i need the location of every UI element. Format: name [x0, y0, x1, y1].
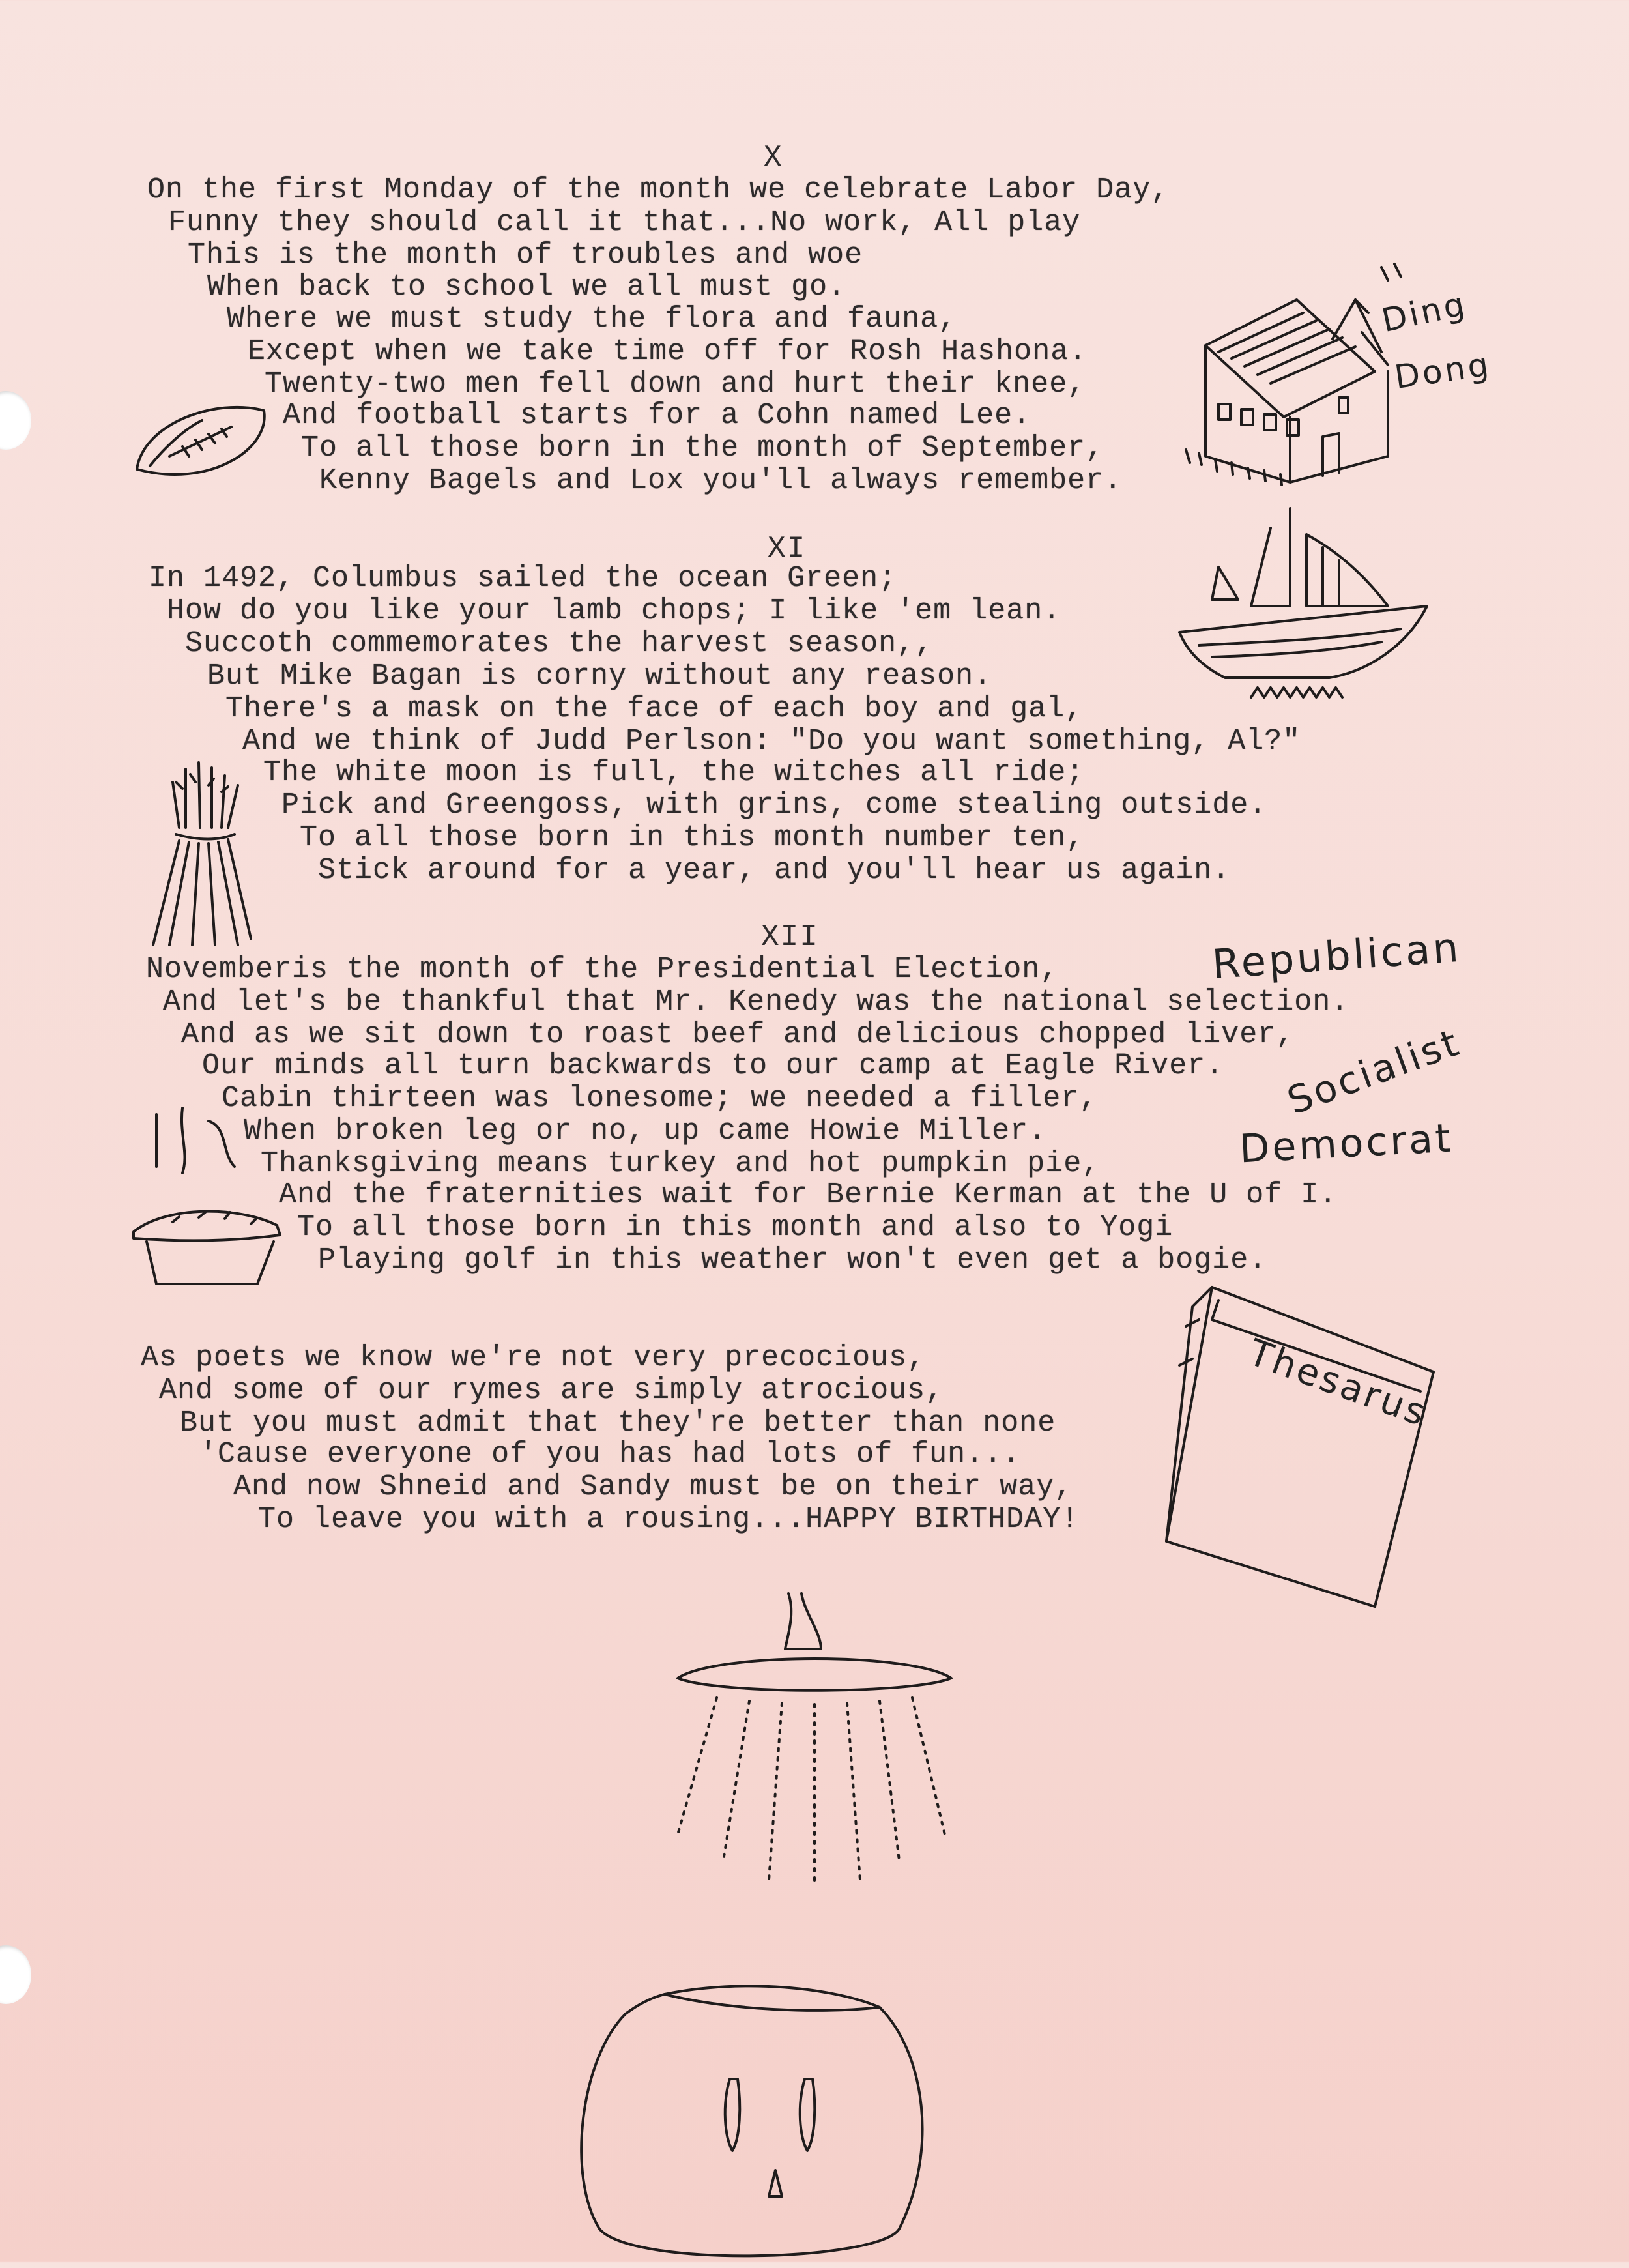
poem-line: To leave you with a rousing...HAPPY BIRTHDAY!: [258, 1503, 1080, 1536]
poem-line: Funny they should call it that...No work, All play: [168, 206, 1081, 239]
poem-line: This is the month of troubles and woe: [188, 239, 863, 272]
poem-line: As poets we know we're not very precocious,: [141, 1341, 926, 1374]
poem-line: To all those born in this month number ten,: [300, 821, 1085, 854]
poem-line: Novemberis the month of the Presidential Election,: [146, 953, 1059, 986]
thesaurus-book-icon: [1160, 1281, 1447, 1613]
section-heading-x: X: [764, 141, 783, 175]
poem-line: And we think of Judd Perlson: "Do you want something, Al?": [242, 725, 1301, 758]
poem-line: And now Shneid and Sandy must be on their way,: [233, 1470, 1073, 1504]
wheat-sheaf-icon: [147, 763, 257, 952]
section-heading-xi: XI: [768, 532, 807, 566]
poem-line: Pick and Greengoss, with grins, come stealing outside.: [281, 789, 1267, 822]
poem-line: Except when we take time off for Rosh Hashona.: [248, 335, 1088, 368]
poem-line: But Mike Bagan is corny without any reason.: [207, 660, 992, 693]
poem-line: How do you like your lamb chops; I like 'em lean.: [167, 594, 1061, 628]
poem-line: 'Cause everyone of you has had lots of fun...: [199, 1438, 1021, 1471]
poem-line: In 1492, Columbus sailed the ocean Green;: [149, 562, 897, 595]
handwritten-dong: Dong: [1392, 345, 1493, 397]
poem-line: Cabin thirteen was lonesome; we needed a filler,: [222, 1082, 1098, 1115]
punch-hole-top: [0, 391, 31, 450]
jack-o-lantern-icon: [573, 1981, 938, 2268]
schoolhouse-icon: [1166, 261, 1414, 508]
lamp-icon: [665, 1587, 977, 1887]
pie-icon: [127, 1193, 290, 1290]
punch-hole-bottom: [0, 1945, 31, 2004]
handwritten-socialist: Socialist: [1281, 1019, 1467, 1124]
poem-line: Stick around for a year, and you'll hear us again.: [318, 854, 1231, 887]
sailboat-icon: [1173, 508, 1447, 723]
poem-line: There's a mask on the face of each boy and gal,: [225, 692, 1084, 725]
poem-line: Kenny Bagels and Lox you'll always remember.: [319, 464, 1123, 497]
poem-line: And the fraternities wait for Bernie Kerman at the U of I.: [279, 1178, 1338, 1212]
football-icon: [124, 391, 280, 495]
steam-marks-icon: [143, 1082, 261, 1180]
handwritten-ding: Ding: [1378, 284, 1471, 340]
poem-line: And football starts for a Cohn named Lee.: [283, 399, 1031, 432]
poem-line: To all those born in the month of September,: [301, 431, 1104, 465]
poem-line: On the first Monday of the month we celebrate Labor Day,: [147, 173, 1170, 207]
poem-line: And as we sit down to roast beef and delicious chopped liver,: [181, 1018, 1295, 1051]
poem-line: Thanksgiving means turkey and hot pumpkin pie,: [261, 1147, 1101, 1180]
poem-line: Succoth commemorates the harvest season,,: [185, 627, 934, 660]
section-heading-xii: XII: [761, 920, 819, 954]
poem-line: Twenty-two men fell down and hurt their knee,: [265, 368, 1086, 401]
poem-line: The white moon is full, the witches all ride;: [263, 756, 1085, 789]
poem-line: Playing golf in this weather won't even get a bogie.: [318, 1243, 1267, 1277]
poem-line: Where we must study the flora and fauna,: [227, 302, 957, 336]
poem-line: To all those born in this month and also to Yogi: [297, 1211, 1174, 1244]
poem-line: When broken leg or no, up came Howie Miller.: [244, 1114, 1047, 1148]
poem-line: And some of our rymes are simply atrocious,: [159, 1374, 944, 1407]
handwritten-thesarus: Thesarus: [1243, 1331, 1434, 1436]
poem-line: When back to school we all must go.: [207, 270, 846, 304]
handwritten-republican: Republican: [1210, 923, 1463, 989]
poem-line: And let's be thankful that Mr. Kenedy was the national selection.: [163, 985, 1349, 1019]
poem-line: Our minds all turn backwards to our camp at Eagle River.: [202, 1049, 1224, 1083]
handwritten-democrat: Democrat: [1238, 1115, 1454, 1172]
poem-line: But you must admit that they're better than none: [180, 1406, 1056, 1440]
